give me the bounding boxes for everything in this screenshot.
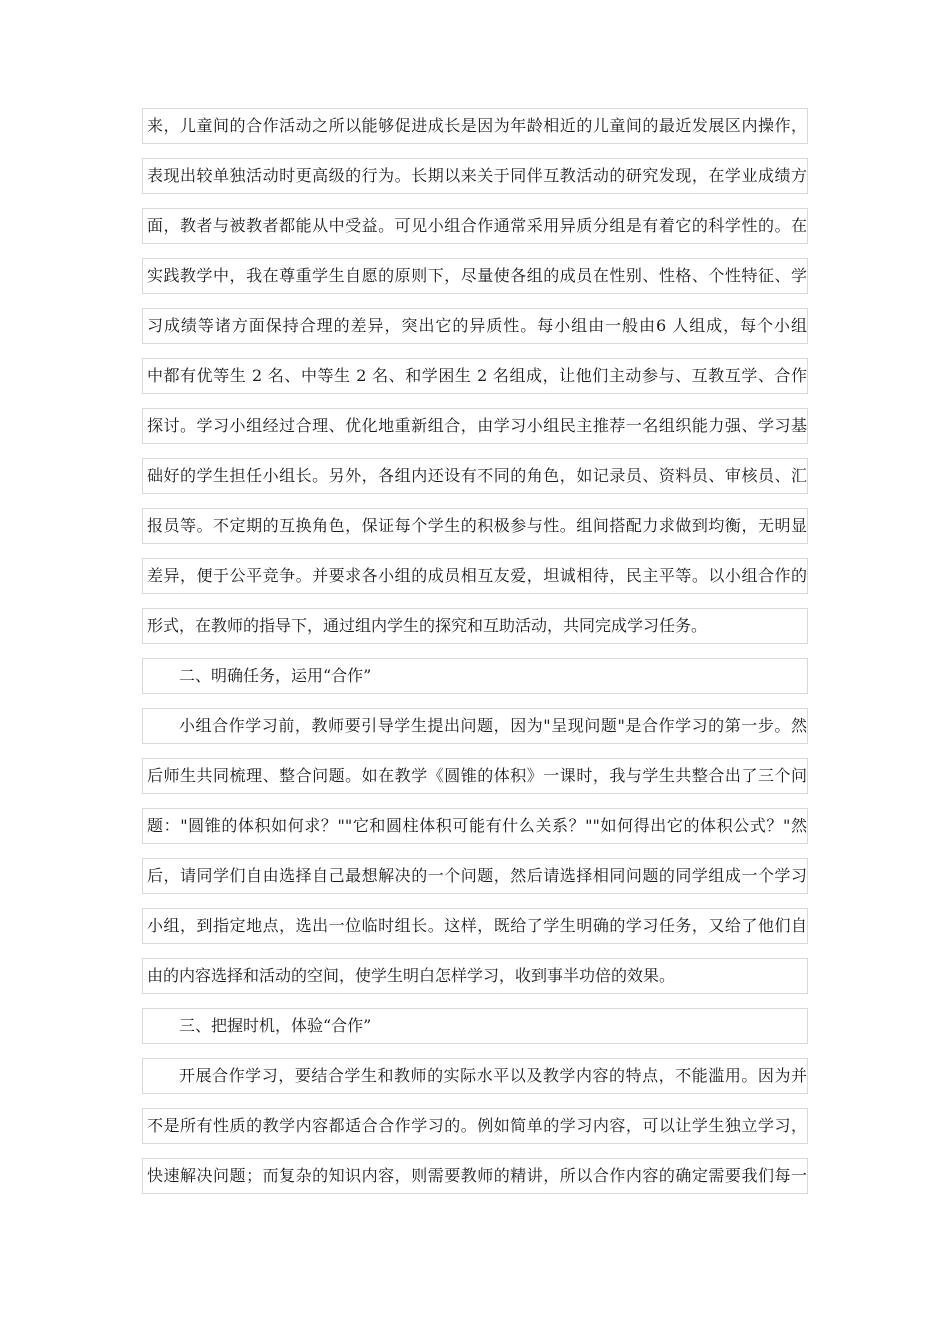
text-line: 小组，到指定地点，选出一位临时组长。这样，既给了学生明确的学习任务，又给了他们自 bbox=[142, 908, 808, 944]
text-line: 表现出较单独活动时更高级的行为。长期以来关于同伴互教活动的研究发现，在学业成绩方 bbox=[142, 158, 808, 194]
section-heading: 三、把握时机，体验“合作” bbox=[142, 1008, 808, 1044]
text-line: 由的内容选择和活动的空间，使学生明白怎样学习，收到事半功倍的效果。 bbox=[142, 958, 808, 994]
text-line: 不是所有性质的教学内容都适合合作学习的。例如简单的学习内容，可以让学生独立学习， bbox=[142, 1108, 808, 1144]
text-line: 探讨。学习小组经过合理、优化地重新组合，由学习小组民主推荐一名组织能力强、学习基 bbox=[142, 408, 808, 444]
text-line: 小组合作学习前，教师要引导学生提出问题，因为"呈现问题"是合作学习的第一步。然 bbox=[142, 708, 808, 744]
text-line: 来，儿童间的合作活动之所以能够促进成长是因为年龄相近的儿童间的最近发展区内操作， bbox=[142, 108, 808, 144]
text-line: 快速解决问题；而复杂的知识内容，则需要教师的精讲，所以合作内容的确定需要我们每一 bbox=[142, 1158, 808, 1194]
text-line: 后，请同学们自由选择自己最想解决的一个问题，然后请选择相同问题的同学组成一个学习 bbox=[142, 858, 808, 894]
text-line: 报员等。不定期的互换角色，保证每个学生的积极参与性。组间搭配力求做到均衡，无明显 bbox=[142, 508, 808, 544]
text-line: 习成绩等诸方面保持合理的差异，突出它的异质性。每小组由一般由6 人组成，每个小组 bbox=[142, 308, 808, 344]
text-line: 中都有优等生 2 名、中等生 2 名、和学困生 2 名组成，让他们主动参与、互教互学、合作 bbox=[142, 358, 808, 394]
text-line: 题："圆锥的体积如何求？""它和圆柱体积可能有什么关系？""如何得出它的体积公式？"然 bbox=[142, 808, 808, 844]
text-line: 面，教者与被教者都能从中受益。可见小组合作通常采用异质分组是有着它的科学性的。在 bbox=[142, 208, 808, 244]
text-line: 后师生共同梳理、整合问题。如在教学《圆锥的体积》一课时，我与学生共整合出了三个问 bbox=[142, 758, 808, 794]
text-line: 开展合作学习，要结合学生和教师的实际水平以及教学内容的特点，不能滥用。因为并 bbox=[142, 1058, 808, 1094]
text-line: 差异，便于公平竞争。并要求各小组的成员相互友爱，坦诚相待，民主平等。以小组合作的 bbox=[142, 558, 808, 594]
text-line: 础好的学生担任小组长。另外，各组内还设有不同的角色，如记录员、资料员、审核员、汇 bbox=[142, 458, 808, 494]
text-line: 实践教学中，我在尊重学生自愿的原则下，尽量使各组的成员在性别、性格、个性特征、学 bbox=[142, 258, 808, 294]
text-line: 形式，在教师的指导下，通过组内学生的探究和互助活动，共同完成学习任务。 bbox=[142, 608, 808, 644]
section-heading: 二、明确任务，运用“合作” bbox=[142, 658, 808, 694]
